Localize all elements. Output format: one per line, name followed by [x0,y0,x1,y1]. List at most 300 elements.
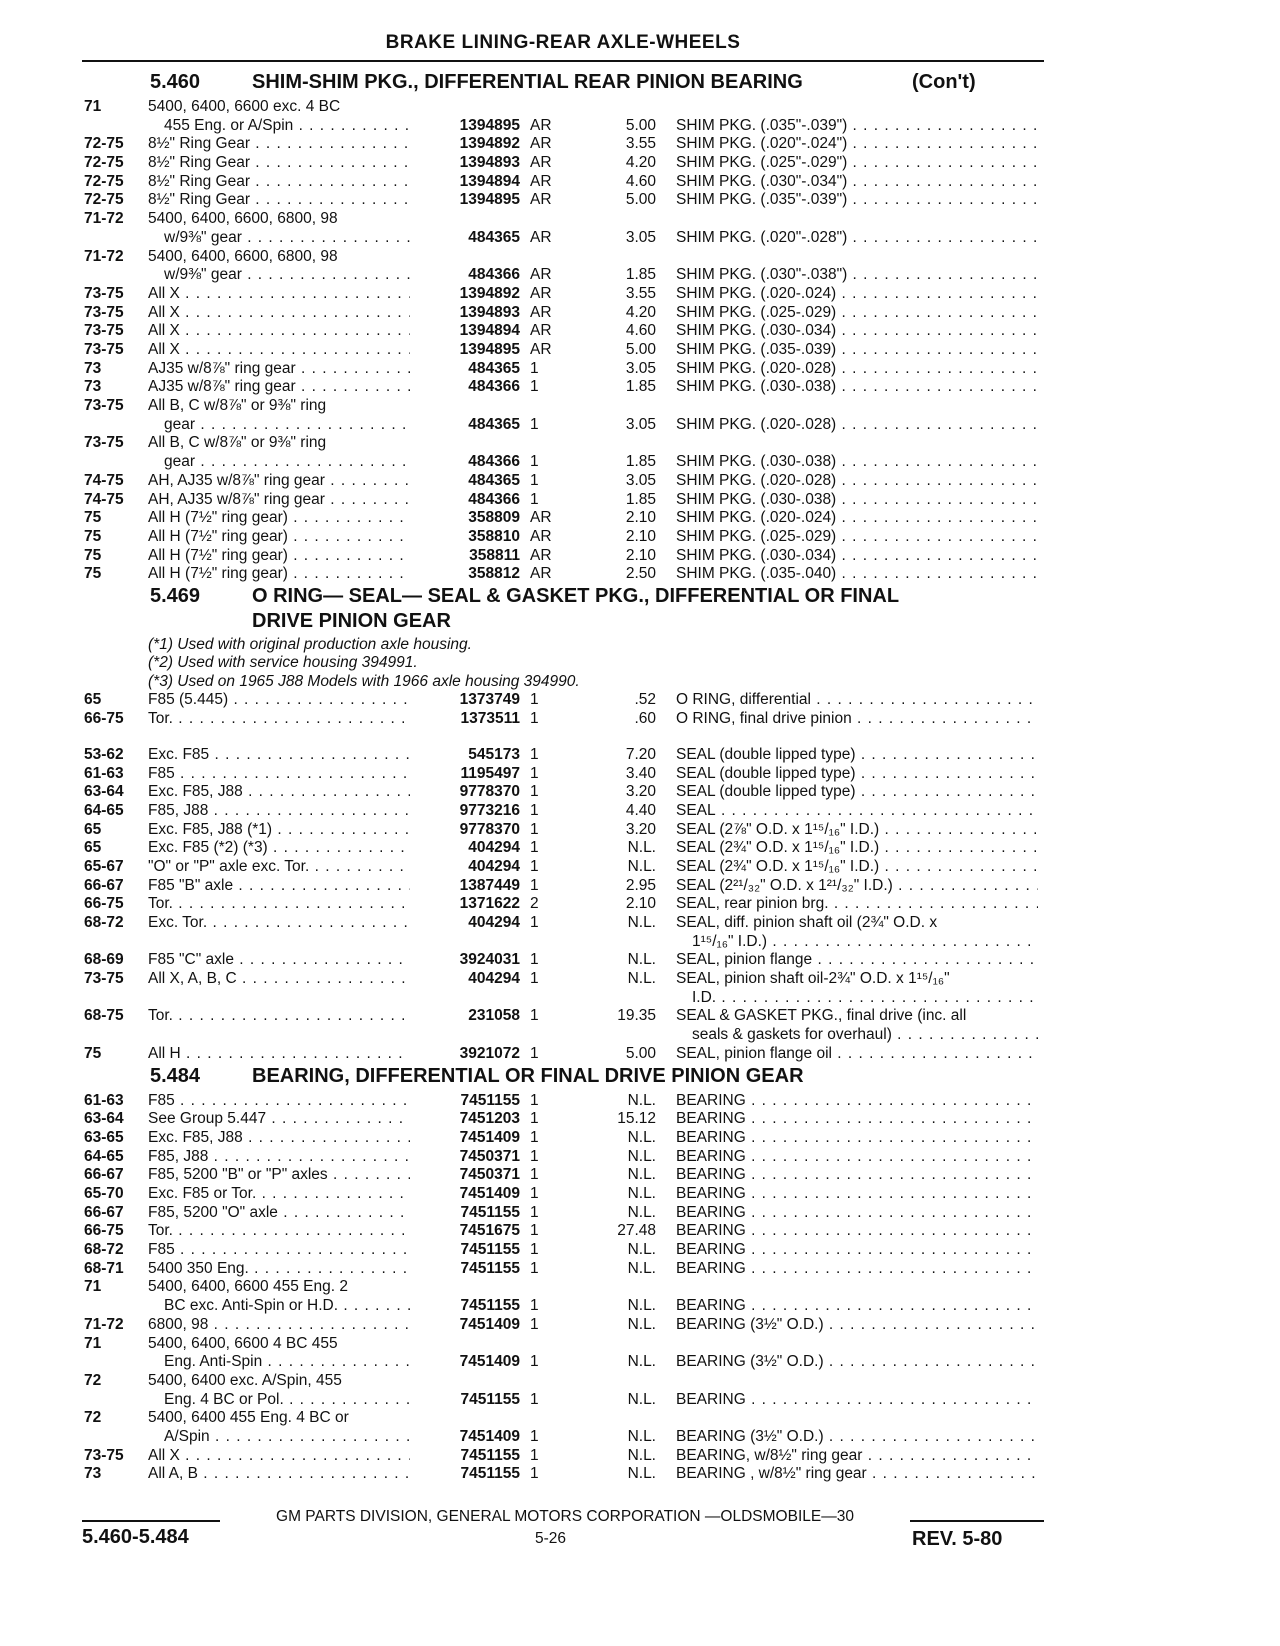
price: 1.85 [625,378,656,396]
application [148,1110,410,1129]
description-line: O RING, final drive pinion . . . [676,710,1038,729]
quantity: 1 [530,1203,539,1221]
price: 4.20 [625,303,656,321]
table-row [0,710,1280,729]
price: N.L. [627,1128,656,1146]
price: 3.20 [625,783,656,801]
description [676,547,1038,566]
application [148,765,410,784]
application [148,691,410,710]
application-line: F85 . . . [148,1241,410,1260]
description-line: SHIM PKG. (.020-.028) . . . [676,472,1038,491]
application [148,1204,410,1223]
description [676,341,1038,360]
application [148,547,410,566]
application [148,746,410,765]
application [148,472,410,491]
model-year: 72-75 [84,154,124,172]
table-row [0,173,1280,192]
model-year: 68-72 [84,1241,124,1259]
application [148,491,410,510]
quantity: AR [530,527,552,545]
application [148,1316,410,1335]
description-line: BEARING . . . [676,1185,1038,1204]
quantity: 1 [530,1185,539,1202]
application-line: AH, AJ35 w/8⅞" ring gear . . . [148,472,410,491]
application [148,304,410,323]
application-line: 5400, 6400, 6600, 6800, 98 [148,210,338,228]
description-line: seals & gaskets for overhaul) . . . [676,1026,1038,1045]
model-year: 72-75 [84,135,124,153]
model-year: 72 [84,1409,102,1427]
table-row [0,528,1280,547]
description [676,453,1038,472]
application [148,341,410,360]
part-number: 484366 [468,266,520,284]
description-line: BEARING (3½" O.D.) . . . [676,1353,1038,1372]
model-year: 75 [84,1044,102,1062]
description-line: BEARING (3½" O.D.) . . . [676,1428,1038,1447]
part-number: 7450371 [459,1147,520,1165]
part-number: 1373749 [459,691,520,709]
model-year: 68-75 [84,1007,124,1025]
application-line: 5400, 6400, 6600 455 Eng. 2 [148,1278,348,1296]
quantity: 1 [530,1315,539,1333]
application-line: 5400, 6400 exc. A/Spin, 455 [148,1371,342,1389]
section-title [0,584,1280,612]
application [148,1335,410,1372]
description [676,154,1038,173]
quantity: 1 [530,1166,539,1184]
quantity: AR [530,154,552,172]
description-line: SEAL . . . [676,802,1038,821]
application-line: Exc. F85 or Tor. . . . [148,1185,410,1204]
application-line: A/Spin . . . [148,1428,410,1447]
quantity: 1 [530,783,539,801]
application-line: Exc. F85 . . . [148,746,410,765]
application-line: Exc. F85, J88 . . . [148,783,410,802]
table-row [0,547,1280,566]
quantity: 1 [530,801,539,819]
application [148,951,410,970]
part-number: 484365 [468,415,520,433]
model-year: 75 [84,527,102,545]
table-row [0,341,1280,360]
application [148,1409,410,1446]
model-year: 63-64 [84,783,124,801]
description-line: SHIM PKG. (.030-.034) . . . [676,547,1038,566]
section-name: SHIM-SHIM PKG., DIFFERENTIAL REAR PINION BEARING [252,71,803,93]
table-row [0,565,1280,584]
quantity: 1 [530,1259,539,1277]
table-row [0,285,1280,304]
description-line: SHIM PKG. (.025"-.029") . . . [676,154,1038,173]
description-line: SHIM PKG. (.035"-.039") . . . [676,191,1038,210]
application-line: All X . . . [148,285,410,304]
description [676,416,1038,435]
quantity: 1 [530,1007,539,1025]
quantity: AR [530,303,552,321]
model-year: 75 [84,565,102,583]
description-line: SEAL (double lipped type) . . . [676,765,1038,784]
application [148,1278,410,1315]
description [676,135,1038,154]
model-year: 73 [84,359,102,377]
description [676,839,1038,858]
application-line: All X . . . [148,304,410,323]
model-year: 68-69 [84,951,124,969]
price: 5.00 [625,116,656,134]
description [676,877,1038,896]
part-number: 7451155 [460,1390,520,1408]
application-line: 5400 350 Eng. . . . [148,1260,410,1279]
model-year: 66-67 [84,876,124,894]
part-number: 1394892 [459,284,520,302]
section-number: 5.460 [150,71,201,93]
description [676,266,1038,285]
description [676,710,1038,729]
application [148,1007,410,1026]
part-number: 484366 [468,378,520,396]
table-row [0,191,1280,210]
description [676,1465,1038,1484]
model-year: 53-62 [84,745,124,763]
price: N.L. [627,1091,656,1109]
model-year: 73-75 [84,303,124,321]
price: N.L. [627,951,656,969]
quantity: 1 [530,839,539,857]
section-title-line2 [0,609,1280,636]
description [676,285,1038,304]
description-line: 1¹⁵/₁₆" I.D.) . . . [676,933,1038,952]
description-line: BEARING . . . [676,1166,1038,1185]
quantity: 1 [530,914,539,932]
table-row [0,765,1280,784]
price: 4.60 [625,172,656,190]
description-line: SEAL (double lipped type) . . . [676,783,1038,802]
application [148,1045,410,1064]
application [148,1260,410,1279]
description [676,1316,1038,1335]
quantity: 1 [530,1427,539,1445]
price: 7.20 [625,745,656,763]
part-number: 1387449 [459,876,520,894]
price: N.L. [627,914,656,932]
price: .52 [634,691,656,709]
model-year: 66-67 [84,1203,124,1221]
part-number: 231058 [468,1007,520,1025]
description-line: BEARING (3½" O.D.) . . . [676,1316,1038,1335]
description [676,1447,1038,1466]
quantity: 1 [530,1110,539,1128]
application-line: Tor. . . . [148,1222,410,1241]
price: 3.05 [625,359,656,377]
description-line: BEARING, w/8½" ring gear . . . [676,1447,1038,1466]
quantity: 1 [530,1128,539,1146]
application-line: Eng. Anti-Spin . . . [148,1353,410,1372]
description-line: SHIM PKG. (.025-.029) . . . [676,304,1038,323]
quantity: 1 [530,1147,539,1165]
description-line: SHIM PKG. (.035"-.039") . . . [676,117,1038,136]
description [676,1391,1038,1410]
section-number: 5.484 [150,1064,201,1087]
description-line: SEAL, diff. pinion shaft oil (2¾" O.D. x [676,914,938,932]
description-line: SHIM PKG. (.030"-.034") . . . [676,173,1038,192]
quantity: 1 [530,359,539,377]
model-year: 65-67 [84,857,124,875]
description-line: SHIM PKG. (.030-.038) . . . [676,378,1038,397]
quantity: AR [530,116,552,134]
table-row [0,378,1280,397]
price: 5.00 [625,1044,656,1062]
price: N.L. [627,1465,656,1483]
application-line: All H (7½" ring gear) . . . [148,528,410,547]
model-year: 74-75 [84,490,124,508]
description-line: SHIM PKG. (.020-.028) . . . [676,360,1038,379]
table-row [0,877,1280,896]
part-number: 7451409 [459,1185,520,1202]
application-line: F85, J88 . . . [148,1148,410,1167]
application-line: All H (7½" ring gear) . . . [148,547,410,566]
application-line: w/9⅜" gear . . . [148,266,410,285]
section-name-continued: DRIVE PINION GEAR [252,609,451,632]
description [676,528,1038,547]
table-row [0,1185,1280,1204]
application [148,914,410,933]
model-year: 71 [84,1278,102,1296]
quantity: 1 [530,857,539,875]
description-line: BEARING . . . [676,1092,1038,1111]
description-line: BEARING . . . [676,1110,1038,1129]
part-number: 7451155 [460,1203,520,1221]
description-line: SHIM PKG. (.030-.038) . . . [676,453,1038,472]
description [676,802,1038,821]
description [676,1045,1038,1064]
application-line: 5400, 6400, 6600 4 BC 455 [148,1334,338,1352]
section-name: O RING— SEAL— SEAL & GASKET PKG., DIFFERENTIAL OR FINAL [252,584,900,607]
quantity: AR [530,284,552,302]
table-row [0,210,1280,247]
application [148,1222,410,1241]
quantity: AR [530,509,552,527]
description-line: SEAL (2²¹/₃₂" O.D. x 1²¹/₃₂" I.D.) . . . [676,877,1038,896]
part-number: 7450371 [459,1166,520,1184]
application [148,1447,410,1466]
application-line: Exc. F85 (*2) (*3) . . . [148,839,410,858]
table-row [0,1447,1280,1466]
description [676,1297,1038,1316]
description-line: I.D. . . . [676,989,1038,1008]
description [676,173,1038,192]
application [148,1185,410,1204]
quantity: AR [530,266,552,284]
model-year: 72-75 [84,191,124,209]
quantity: 1 [530,1390,539,1408]
part-number: 1394893 [459,303,520,321]
description [676,951,1038,970]
part-number: 1195497 [460,764,520,782]
application-line: All B, C w/8⅞" or 9⅜" ring [148,397,327,415]
application-line: All H (7½" ring gear) . . . [148,509,410,528]
description [676,1241,1038,1260]
part-number: 7451155 [460,1091,520,1109]
part-number: 9778370 [459,783,520,801]
model-year: 75 [84,546,102,564]
description [676,1166,1038,1185]
application-line: All A, B . . . [148,1465,410,1484]
table-row [0,1148,1280,1167]
table-row [0,135,1280,154]
price: 3.05 [625,415,656,433]
model-year: 74-75 [84,471,124,489]
price: N.L. [627,857,656,875]
price: N.L. [627,839,656,857]
description-line: SHIM PKG. (.020"-.024") . . . [676,135,1038,154]
description [676,1007,1038,1044]
quantity: 1 [530,490,539,508]
model-year: 66-67 [84,1166,124,1184]
model-year: 71 [84,1334,102,1352]
application-line: All B, C w/8⅞" or 9⅜" ring [148,434,327,452]
description-line: SHIM PKG. (.020-.028) . . . [676,416,1038,435]
description-line: BEARING . . . [676,1241,1038,1260]
application-line: 6800, 98 . . . [148,1316,410,1335]
part-number: 404294 [468,970,520,988]
description [676,1353,1038,1372]
description-line: BEARING . . . [676,1260,1038,1279]
page-title: BRAKE LINING-REAR AXLE-WHEELS [385,32,741,53]
page-header [82,30,1044,62]
price: N.L. [627,1390,656,1408]
description-line: SHIM PKG. (.025-.029) . . . [676,528,1038,547]
model-year: 65 [84,839,102,857]
footer-group-range: 5.460-5.484 [82,1526,189,1548]
table-row [0,154,1280,173]
application-line: All H . . . [148,1045,410,1064]
section-number: 5.469 [150,584,201,607]
quantity: AR [530,191,552,209]
application-line: 455 Eng. or A/Spin . . . [148,117,410,136]
table-row [0,509,1280,528]
part-number: 1394895 [459,340,520,358]
footer-page-number: 5-26 [535,1530,567,1547]
table-row [0,491,1280,510]
model-year: 65 [84,691,102,709]
table-row [0,1129,1280,1148]
description-line: SEAL, pinion shaft oil-2¾" O.D. x 1¹⁵/₁₆" [676,970,950,988]
description [676,970,1038,1007]
application [148,210,410,247]
table-row [0,1316,1280,1335]
description [676,783,1038,802]
description-line: SEAL (2⅞" O.D. x 1¹⁵/₁₆" I.D.) . . . [676,821,1038,840]
quantity: 1 [530,1222,539,1240]
part-number: 7451409 [459,1427,520,1445]
price: 1.85 [625,453,656,471]
description-line: SEAL, rear pinion brg. . . . [676,895,1038,914]
part-number: 3924031 [459,951,520,969]
footnote-text: (*1) Used with original production axle housing. [148,635,472,653]
application-line: Exc. F85, J88 (*1) . . . [148,821,410,840]
part-number: 484366 [468,490,520,508]
table-row [0,1409,1280,1446]
application [148,285,410,304]
application-line: AJ35 w/8⅞" ring gear . . . [148,378,410,397]
part-number: 484366 [468,453,520,471]
part-number: 1371622 [459,895,520,913]
price: N.L. [627,1315,656,1333]
part-number: 1394893 [459,154,520,172]
description [676,322,1038,341]
part-number: 7451409 [459,1128,520,1146]
price: N.L. [627,1185,656,1202]
application-line: All X . . . [148,1447,410,1466]
part-number: 7451155 [460,1297,520,1315]
price: N.L. [627,970,656,988]
model-year: 66-75 [84,710,124,728]
application [148,1166,410,1185]
model-year: 61-63 [84,1091,124,1109]
description [676,491,1038,510]
price: 3.05 [625,228,656,246]
description [676,472,1038,491]
price: 4.20 [625,154,656,172]
application-line: AJ35 w/8⅞" ring gear . . . [148,360,410,379]
description-line: SEAL, pinion flange . . . [676,951,1038,970]
table-row [0,970,1280,1007]
quantity: 2 [530,895,539,913]
part-number: 7451409 [459,1353,520,1371]
part-number: 358812 [468,565,520,583]
description [676,1092,1038,1111]
application-line: 8½" Ring Gear . . . [148,135,410,154]
table-row [0,1465,1280,1484]
footer-revision: REV. 5-80 [912,1528,1003,1550]
description-line: SHIM PKG. (.020"-.028") . . . [676,229,1038,248]
description-line: SHIM PKG. (.030-.038) . . . [676,491,1038,510]
footnote [0,636,1280,655]
description [676,1260,1038,1279]
quantity: AR [530,172,552,190]
description [676,821,1038,840]
model-year: 71-72 [84,210,124,228]
application [148,322,410,341]
price: 2.50 [625,565,656,583]
description-line: SHIM PKG. (.030-.034) . . . [676,322,1038,341]
application [148,528,410,547]
model-year: 66-75 [84,895,124,913]
description [676,1148,1038,1167]
model-year: 65-70 [84,1185,124,1202]
part-number: 545173 [468,745,520,763]
application-line: 5400, 6400, 6600 exc. 4 BC [148,98,341,115]
application [148,1092,410,1111]
table-row [0,821,1280,840]
description-line: BEARING . . . [676,1391,1038,1410]
part-number: 7451675 [459,1222,520,1240]
application [148,434,410,471]
table-row [0,98,1280,135]
description [676,565,1038,584]
application-line: Eng. 4 BC or Pol. . . . [148,1391,410,1410]
model-year: 64-65 [84,801,124,819]
application [148,1465,410,1484]
description-line: SHIM PKG. (.035-.040) . . . [676,565,1038,584]
price: 3.20 [625,820,656,838]
application-line: All X . . . [148,341,410,360]
description-line: BEARING . . . [676,1129,1038,1148]
table-row [0,691,1280,710]
